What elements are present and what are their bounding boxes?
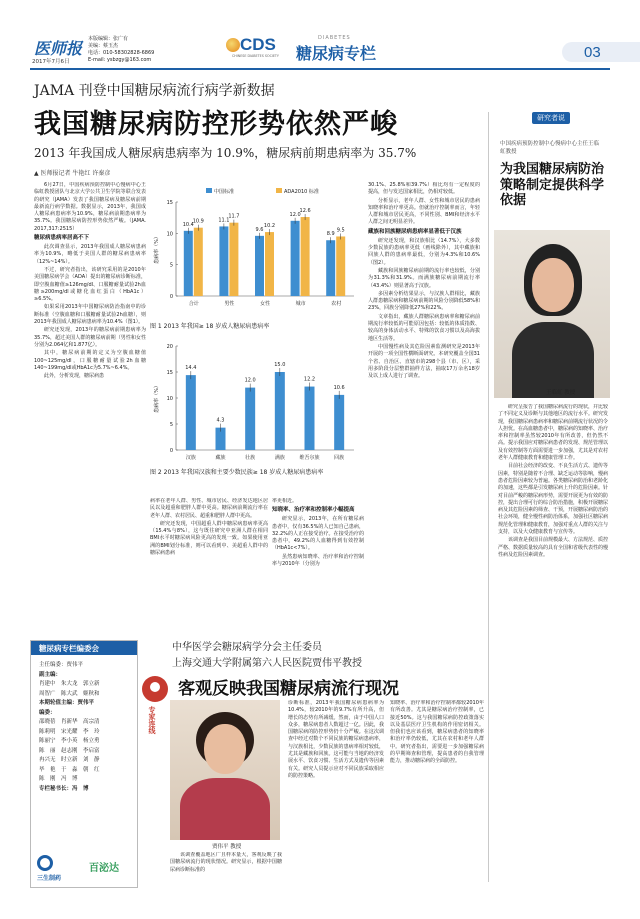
article2-intro2: 上海交通大学附属第六人民医院贾伟平教授 (172, 658, 362, 669)
chart2-svg (150, 338, 364, 468)
paragraph: 研究还发现，和汉族相比（14.7%），大多数少数民族的患病率更低（画线除外），其中藏族和回族人群的患病率最低，分别为4.3%和10.6%（图2）。 (368, 237, 480, 266)
sponsor-logo-icon (37, 855, 53, 871)
bar (305, 387, 315, 450)
article1-byline: ▲ 医师报记者 牛艳红 许秦彦 (34, 170, 111, 177)
section-top: DIABETES (318, 35, 351, 41)
sidebar-photo-caption: 王临虹 教授 (546, 390, 576, 396)
article2 (142, 636, 486, 890)
paragraph: 30.1%、25.8%和39.7%）相比均有一定程度的提高，但与发达国家相比，仍相对较低。 (368, 182, 480, 196)
portrait-body (180, 778, 270, 840)
expert-tag: 专家连线 (148, 706, 156, 734)
sidebar-affil: 中国疾病预防控制中心慢病中心主任王临虹教授 (500, 141, 600, 155)
sidebar-tag: 研究者说 (532, 112, 570, 124)
x-tick-label: 维吾尔族 (299, 455, 320, 461)
paragraph: 多因素分析结果显示，与汉族人群相比，藏族人群患糖尿病和糖尿病前期的风险分别降低58%和23%，回族分别降低27%和22%。 (368, 290, 480, 312)
sidebar (494, 112, 610, 892)
paragraph: 虽然患病知晓率、治疗率和治疗控制率与2010年（分别为 (272, 553, 364, 568)
y-tick-label: 0 (169, 448, 173, 454)
logo-text: CDS (240, 35, 276, 54)
chart1-caption: 图 1 2013 年我国≥ 18 岁成人糖尿病患病率 (150, 323, 270, 330)
page-number: 03 (584, 44, 601, 61)
x-tick-label: 城市 (295, 301, 306, 307)
masthead-rule (30, 68, 610, 70)
bar (265, 232, 274, 296)
chart2 (150, 338, 364, 498)
logo-globe-icon (226, 38, 240, 52)
editorial-list (39, 661, 135, 794)
sidebar-body (498, 404, 608, 884)
portrait-body (512, 322, 594, 398)
paragraph: 如果采用2013年中国糖尿病防治指南中的诊断标准（空腹血糖和口服糖耐量试验2h血糖），则2013年我国成人糖尿病患病率为10.4%（图1）。 (34, 304, 146, 326)
edit-line: 电话：010-58302828-6869 (88, 50, 155, 56)
section-title: 糖尿病专栏 (296, 44, 377, 63)
data-label: 9.5 (336, 227, 345, 234)
legend-label: ADA2010 标准 (284, 189, 319, 195)
data-label: 12.0 (244, 377, 256, 384)
paragraph: 研究还发现，中国超重人群中糖尿病患病率更高（15.4%与8%），这与既往研究中亚洲人群在相同BMI水平时糖尿病风险更高的发现一致。如果使用亚洲的BMI划分标准，则可以看到中、美超重人群中的糖尿病患病 (150, 520, 268, 557)
bar (194, 228, 203, 296)
editorial-line: 周智广 陈大武 姬秋和 (39, 690, 100, 697)
article1-col3 (272, 498, 364, 628)
editorial-line: 毕 艳 于 淼 朝 红 (39, 766, 100, 773)
editorial-line: 邵晓蓓 肖新华 高宗清 (39, 719, 100, 725)
section-heading: 藏族和回族糖尿病患病率显著低于汉族 (368, 228, 462, 235)
data-label: 14.4 (185, 365, 197, 372)
portrait-face (532, 258, 574, 312)
x-tick-label: 女性 (259, 301, 271, 307)
chart1 (150, 184, 364, 334)
article2-col2 (390, 700, 484, 886)
bar (255, 236, 264, 296)
article1-kicker: JAMA 刊登中国糖尿病流行病学新数据 (34, 83, 275, 99)
data-label: 12.0 (289, 211, 301, 218)
article2-col1 (288, 700, 384, 886)
y-tick-label: 15 (166, 200, 173, 206)
data-label: 11.7 (228, 213, 240, 220)
bar (291, 221, 300, 296)
data-label: 15.0 (274, 362, 286, 368)
y-tick-label: 10 (166, 396, 173, 402)
edit-line: 本版编辑：张广有 (88, 36, 129, 42)
editorial-line: 主任编委：贾伟平 (39, 662, 84, 668)
bar (219, 226, 228, 296)
masthead (0, 0, 640, 72)
y-axis-label: 患病率（%） (154, 383, 160, 413)
chart2-caption: 图 2 2013 年我国汉族和主要少数民族≥ 18 岁成人糖尿病患病率 (150, 469, 324, 476)
editorial-board (30, 640, 138, 888)
sidebar-headline: 为我国糖尿病防治策略制定提供科学依据 (500, 162, 605, 208)
paragraph: 此外，分析发现，糖尿病患 (44, 373, 105, 380)
editorial-title: 糖尿病专栏编委会 (39, 644, 99, 653)
page-number-tab (562, 42, 640, 62)
portrait-face (204, 724, 246, 774)
x-tick-label: 男性 (224, 301, 235, 307)
editorial-line: 冉兴无 时立新 刘 静 (39, 757, 100, 763)
editorial-line: 陈莉明 宋光耀 李 玲 (39, 728, 100, 735)
edit-info (88, 36, 168, 64)
article1-col2 (150, 498, 268, 628)
article2-headline: 客观反映我国糖尿病流行现况 (178, 679, 399, 699)
chart1-svg (150, 184, 364, 319)
data-label: 12.2 (303, 376, 316, 383)
paragraph: 该调查覆盖地区广且样本量大，客观反映了我国糖尿病流行的现状情况。研究显示，根据中国糖尿病诊断标准的 (170, 852, 282, 873)
legend-label: 中国标准 (214, 189, 235, 195)
article1-col4 (368, 182, 480, 628)
editorial-line: 陈 刚 冯 博 (39, 776, 78, 782)
data-label: 9.6 (255, 226, 264, 233)
editorial-line: 陈 丽 赵志刚 李启富 (39, 747, 100, 754)
data-label: 10.6 (333, 384, 345, 391)
paragraph: 研究还发现，2013年的糖尿病前期患病率为35.7%，超过美国人群的糖尿病前期（男性和女性分别为2.064亿和1.877亿）。 (34, 327, 146, 348)
bar (184, 231, 193, 296)
x-tick-label: 农村 (331, 301, 342, 307)
x-tick-label: 满族 (274, 455, 285, 461)
paragraph: 不过，研究者指出，该研究采用的是2010年美国糖尿病学会（ADA）提出的糖尿病诊断标准，即空腹血糖值≥126mg/dl、口服糖耐量试验2h血糖≥200mg/dl或糖化血红蛋白（HbA1c）≥6.5%。 (34, 266, 146, 303)
bar (275, 372, 285, 450)
editorial-line: 本期轮值主编：贾伟平 (39, 700, 95, 706)
editorial-line: 肖建中 朱大龙 郭立新 (39, 681, 100, 687)
data-label: 11.1 (218, 217, 230, 224)
cds-logo (224, 34, 294, 62)
article1-subhead: 2013 年我国成人糖尿病患病率为 10.9%，糖尿病前期患病率为 35.7% (34, 146, 417, 160)
bar (245, 388, 255, 450)
bar (301, 217, 310, 296)
sidebar-photo (494, 230, 610, 398)
sponsor2: 百泌达 (89, 863, 119, 874)
data-label: 8.9 (326, 231, 335, 238)
bar (336, 236, 345, 296)
y-tick-label: 15 (166, 370, 173, 376)
data-label: 4.3 (216, 417, 225, 424)
data-label: 12.6 (299, 208, 311, 215)
edit-line: E-mail: ysbzgy@163.com (88, 57, 152, 63)
bar (326, 240, 335, 296)
expert-person-icon (150, 682, 160, 692)
y-tick-label: 10 (166, 231, 173, 238)
paragraph: 6月27日，中国疾病预防控制中心慢病中心王临虹教授团队与北京大学公共卫生学院等联合发表的研究（JAMA）发表了我国糖尿病及糖尿病前期最新流行病学数据。数据显示，2013年，我国成人糖尿病患病率为10.9%，糖尿病前期患病率为35.7%。我国糖尿病防控形势依然严峻。（JAMA. 2017,317:2515） (34, 182, 146, 232)
editorial-line: 陈丽宁 李小英 杨立勇 (39, 738, 100, 744)
editorial-line: 编委： (39, 709, 56, 716)
bar (229, 223, 238, 296)
legend-swatch (276, 188, 282, 193)
paper-name: 医师报 (34, 39, 83, 58)
section-heading: 糖尿病患病率居高不下 (34, 235, 90, 242)
bar (334, 395, 344, 450)
paragraph: 研究显示，2013年，在所有糖尿病患者中，仅有36.5%的人已知自己患病，32.2%的人正在接受治疗。在接受治疗的患者中，49.2%的人血糖得到有效控制（HbA1c<7%）。 (272, 516, 364, 552)
paragraph: 率更相近。 (272, 498, 298, 504)
data-label: 10.9 (192, 218, 204, 225)
paragraph: 该调查是我国目前规模最大、方法规范、质控严格、数据质量较高的具有全国和省级代表性的慢性病及危险因素调查。 (498, 537, 608, 558)
article2-photo (170, 700, 280, 840)
paragraph: 研究呈报告了我国糖尿病流行的现状，并比较了不同定义及诊断与其他地区的流行水平。研究发现，我国糖尿病患病率和糖尿病前期流行状况的令人担忧。在高血糖患者中，糖尿病的知晓率、治疗率和控制率虽然较2010年有所改善，但仍然不高。提示我国应对糖尿病患者的发现、规范管理以及有效控制等方面需要进一步加强，尤其是对农村老年人群健康教育和健康管理工作。 (498, 404, 608, 462)
article2-intro1: 中华医学会糖尿病学分会主任委员 (172, 642, 322, 653)
sponsor1: 三生制药 (37, 875, 62, 882)
paragraph: 分析显示，老年人群、女性和城市居民的患病知晓率和治疗率更高。但就治疗控制率而言，年轻人群和城市居民更高，不同性别、BMI和经济水平人群之间无明显差异。 (368, 197, 480, 226)
bar (186, 375, 196, 450)
y-tick-label: 5 (169, 422, 173, 428)
y-axis-label: 患病率（%） (154, 234, 160, 264)
paragraph: 其中，糖尿病前期的定义为空腹血糖值100~125mg/dl，口服糖耐量试验2h血糖140~199mg/dl或HbA1c为5.7%~6.4%。 (34, 350, 146, 371)
paragraph: 诊断标准，2013年我国糖尿病患病率为10.4%，较2010年的9.7%有所升高，但增长的态势有所减缓。然而，由于中国人口众多，糖尿病患者人数超过一亿。因此，我国糖尿病的防控形势仍十分严峻。在这次调查中经过对数个不同民族的糖尿病患病率，与汉族相比，少数民族的患病率相对较低，尤其是藏族和回族。这可能与当地的经济发展水平、饮食习惯、生活方式及遗传等因素有关。研究人员提示应对不同民族采取相应的防控策略。 (288, 700, 384, 779)
paragraph: 目前社会经济的改变、不良生活方式、遗传等因素，特别是随着不合理、缺乏运动等影响，慢病患者危险因素较为普遍。各类糖尿病防治和老龄化的加速，这些都是引发糖尿病上升的危险因素。针对目前严峻的糖尿病形势，需要开展更为有效的防控，提出合理可行的综合防治措施，积极开展糖尿病及其危险因素的筛查、干预，开展糖尿病防治的社会环境，健全慢性病防治体系，加强社区糖尿病规范化管理和健康教育，加强对重点人群的关注与支持，以及大众健康教育与宣传等。 (498, 463, 608, 536)
y-tick-label: 20 (166, 344, 173, 350)
issue-date: 2017年7月6日 (32, 59, 70, 65)
paragraph: 此次调查显示，2013年我国成人糖尿病患病率为10.9%，略低于美国人群的糖尿病患病率（12%~14%）。 (34, 244, 146, 265)
x-tick-label: 合计 (188, 301, 199, 307)
logo-subtext: CHINESE DIABETES SOCIETY (232, 54, 279, 58)
article1-col1 (34, 182, 146, 627)
x-tick-label: 藏族 (215, 455, 226, 461)
paragraph: 藏族和回族糖尿病前期的流行率也较低，分别为31.3%和31.9%。而满族糖尿病前期流行率（43.4%）则显著高于汉族。 (368, 267, 480, 289)
x-tick-label: 回族 (334, 455, 345, 461)
paragraph: 知晓率、治疗率和治疗控制率都较2010年有所改善。尤其是糖尿病治疗控制率，已接近50%。这与我国糖尿病防控政策落实以及基层医疗卫生机构的作用密切相关。但我们也应该看到，糖尿病患者的知晓率和治疗率仍较低，尤其在农村和老年人群中。研究者指出，需要进一步加强糖尿病的早期筛查和管理，提高患者的自我管理能力，推动糖尿病的全面防控。 (390, 700, 484, 765)
legend-swatch (206, 188, 212, 193)
y-tick-label: 5 (169, 262, 173, 269)
data-label: 10.4 (182, 221, 194, 228)
editorial-line: 副主编： (39, 671, 62, 678)
paragraph: 文章指出，藏族人群糖尿病患病率和糖尿病前期流行率较低的可能原因包括：较低的体质指数、较高的身体活动水平、特殊的饮食习惯以及高海拔地区生活等。 (368, 313, 480, 342)
article2-photo-caption: 贾伟平 教授 (212, 844, 242, 850)
edit-line: 美编：蔡玉杰 (88, 43, 119, 49)
section-heading: 知晓率、治疗率和控制率小幅提高 (272, 507, 355, 514)
paragraph: 中国慢性病及其危险因素监测研究是2013年开展的一项全国性横断面研究。本研究覆盖全国31个省、自治区、直辖市的298个县（市、区），采用多阶段分层整群抽样方法，抽取17万余名18岁及以上成人进行了调查。 (368, 343, 480, 380)
x-tick-label: 壮族 (245, 455, 256, 461)
article1-headline: 我国糖尿病防控形势依然严峻 (34, 109, 398, 140)
x-tick-label: 汉族 (185, 455, 196, 461)
paragraph: 病率在老年人群、男性、城市居民、经济发达地区居民以及超重和肥胖人群中更高。糖尿病前期流行率在老年人群、农村居民、超重和肥胖人群中更高。 (150, 498, 268, 519)
editorial-line: 专栏秘书长：冯 博 (39, 785, 89, 792)
article2-under-photo (170, 852, 282, 886)
y-tick-label: 0 (169, 294, 173, 300)
data-label: 10.2 (263, 223, 276, 230)
column-divider (488, 112, 489, 882)
